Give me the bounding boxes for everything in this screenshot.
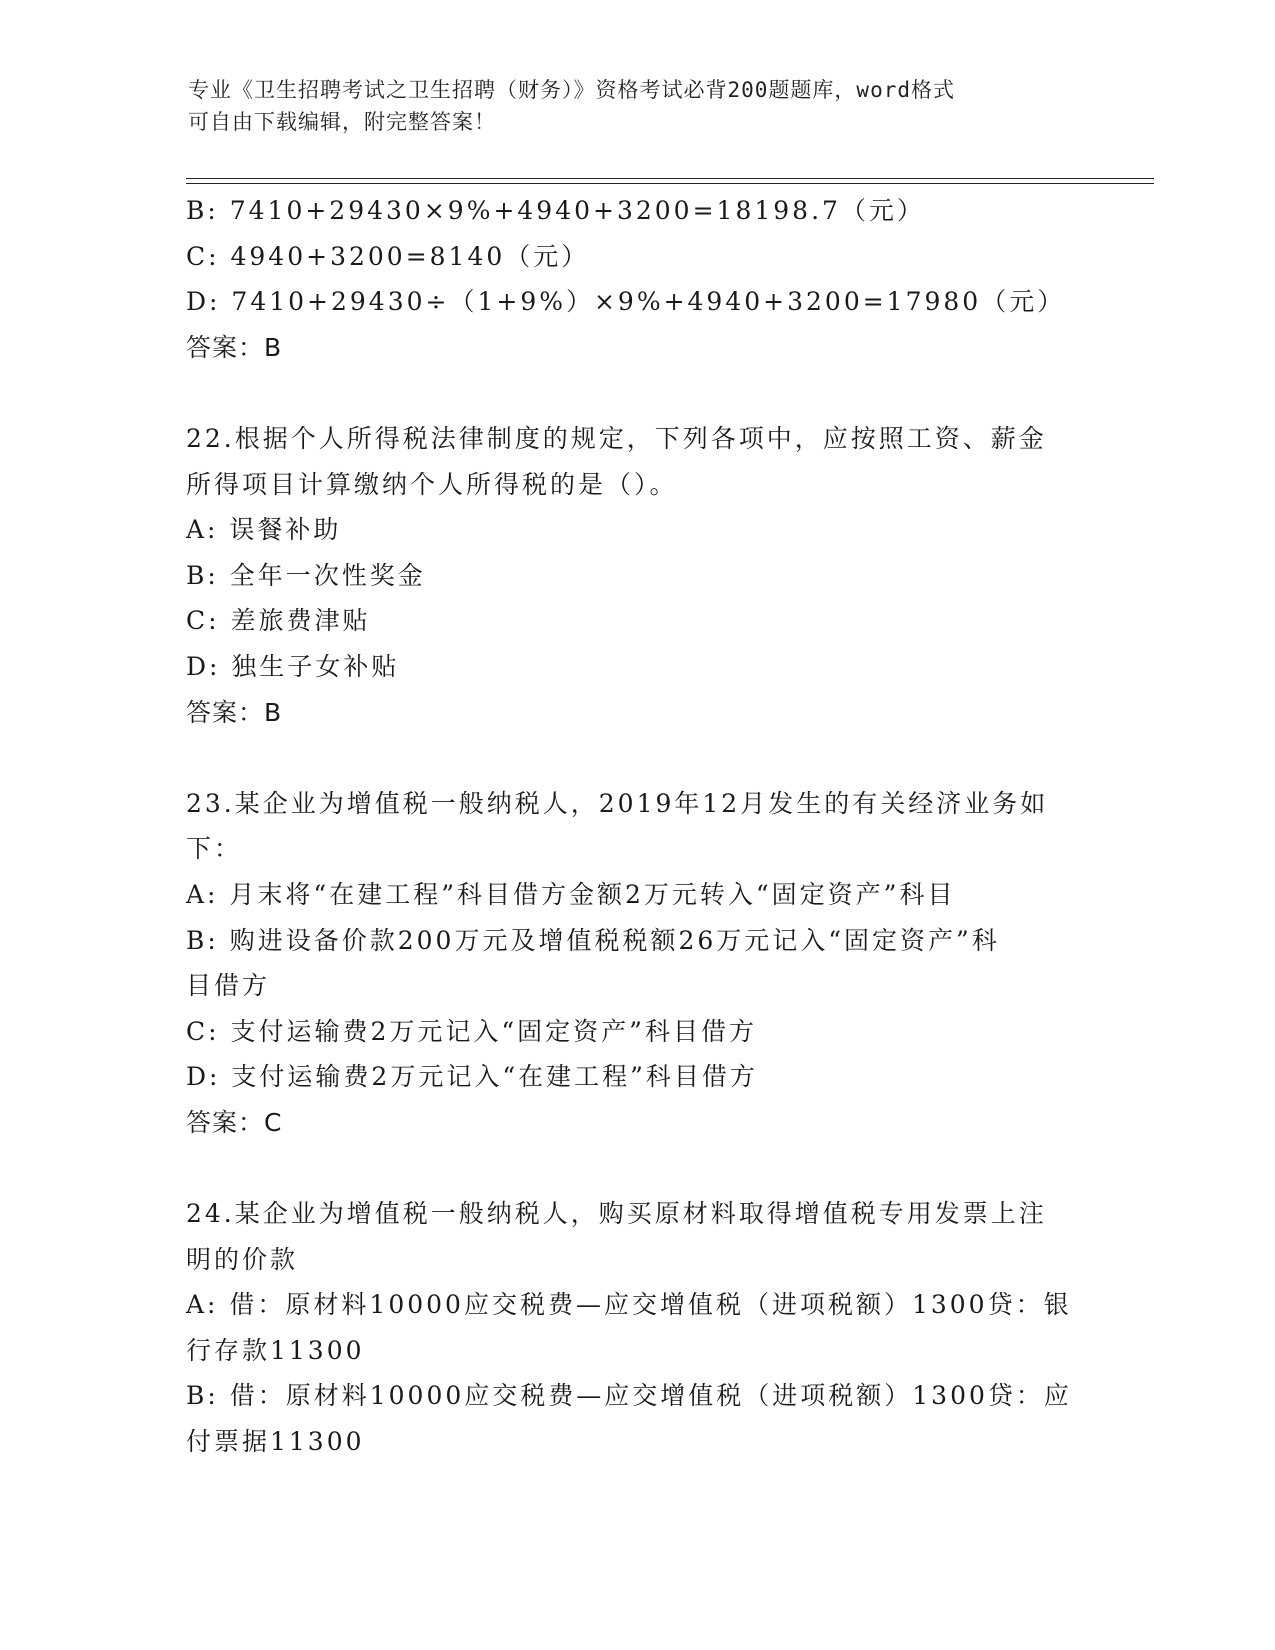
- header-line-2: 可自由下载编辑，附完整答案！: [188, 110, 496, 134]
- question-stem-continued: 明的价款: [186, 1244, 299, 1274]
- question-21: [186, 188, 1086, 370]
- option-b: B: 购进设备价款200万元及增值税税额26万元记入“固定资产”科: [186, 925, 1000, 955]
- question-23: [186, 781, 1086, 1146]
- option-d: D: 独生子女补贴: [186, 651, 400, 681]
- option-a: A: 借：原材料10000应交税费—应交增值税（进项税额）1300贷：银: [186, 1290, 1072, 1320]
- option-b: B: 全年一次性奖金: [186, 560, 426, 590]
- option-b: B: 7410+29430×9%+4940+3200=18198.7（元）: [186, 196, 925, 225]
- question-stem-continued: 所得项目计算缴纳个人所得税的是（）。: [186, 469, 678, 499]
- option-a: A: 月末将“在建工程”科目借方金额2万元转入“固定资产”科目: [186, 879, 956, 909]
- answer-line: 答案：B: [186, 332, 283, 362]
- question-24: [186, 1191, 1086, 1465]
- option-c: C: 支付运输费2万元记入“固定资产”科目借方: [186, 1016, 757, 1046]
- option-d: D: 支付运输费2万元记入“在建工程”科目借方: [186, 1062, 758, 1092]
- answer-line: 答案：B: [186, 697, 283, 727]
- spacer: [186, 370, 1086, 416]
- option-d: D: 7410+29430÷（1+9%）×9%+4940+3200=17980（元）: [186, 287, 1066, 317]
- question-stem: 23.某企业为增值税一般纳税人，2019年12月发生的有关经济业务如: [186, 788, 1049, 818]
- option-a-continued: 行存款11300: [186, 1335, 365, 1365]
- option-b-continued: 目借方: [186, 971, 271, 1001]
- document-body: [186, 188, 1086, 1465]
- question-stem-continued: 下：: [186, 834, 243, 864]
- header-line-1: 专业《卫生招聘考试之卫生招聘（财务）》资格考试必背200题题库，word格式: [188, 78, 955, 102]
- option-c: C: 差旅费津贴: [186, 606, 371, 636]
- header-divider-top: [186, 178, 1154, 179]
- option-b-continued: 付票据11300: [186, 1427, 365, 1457]
- header-divider-bottom: [186, 183, 1154, 184]
- option-a: A: 误餐补助: [186, 515, 342, 545]
- option-c: C: 4940+3200=8140（元）: [186, 241, 590, 271]
- question-stem: 22.根据个人所得税法律制度的规定，下列各项中，应按照工资、薪金: [186, 423, 1047, 453]
- spacer: [186, 735, 1086, 781]
- answer-line: 答案：C: [186, 1107, 283, 1137]
- spacer: [186, 1145, 1086, 1191]
- option-b: B: 借：原材料10000应交税费—应交增值税（进项税额）1300贷：应: [186, 1381, 1072, 1411]
- document-header: [188, 74, 1068, 138]
- question-stem: 24.某企业为增值税一般纳税人，购买原材料取得增值税专用发票上注: [186, 1199, 1047, 1229]
- question-22: [186, 416, 1086, 735]
